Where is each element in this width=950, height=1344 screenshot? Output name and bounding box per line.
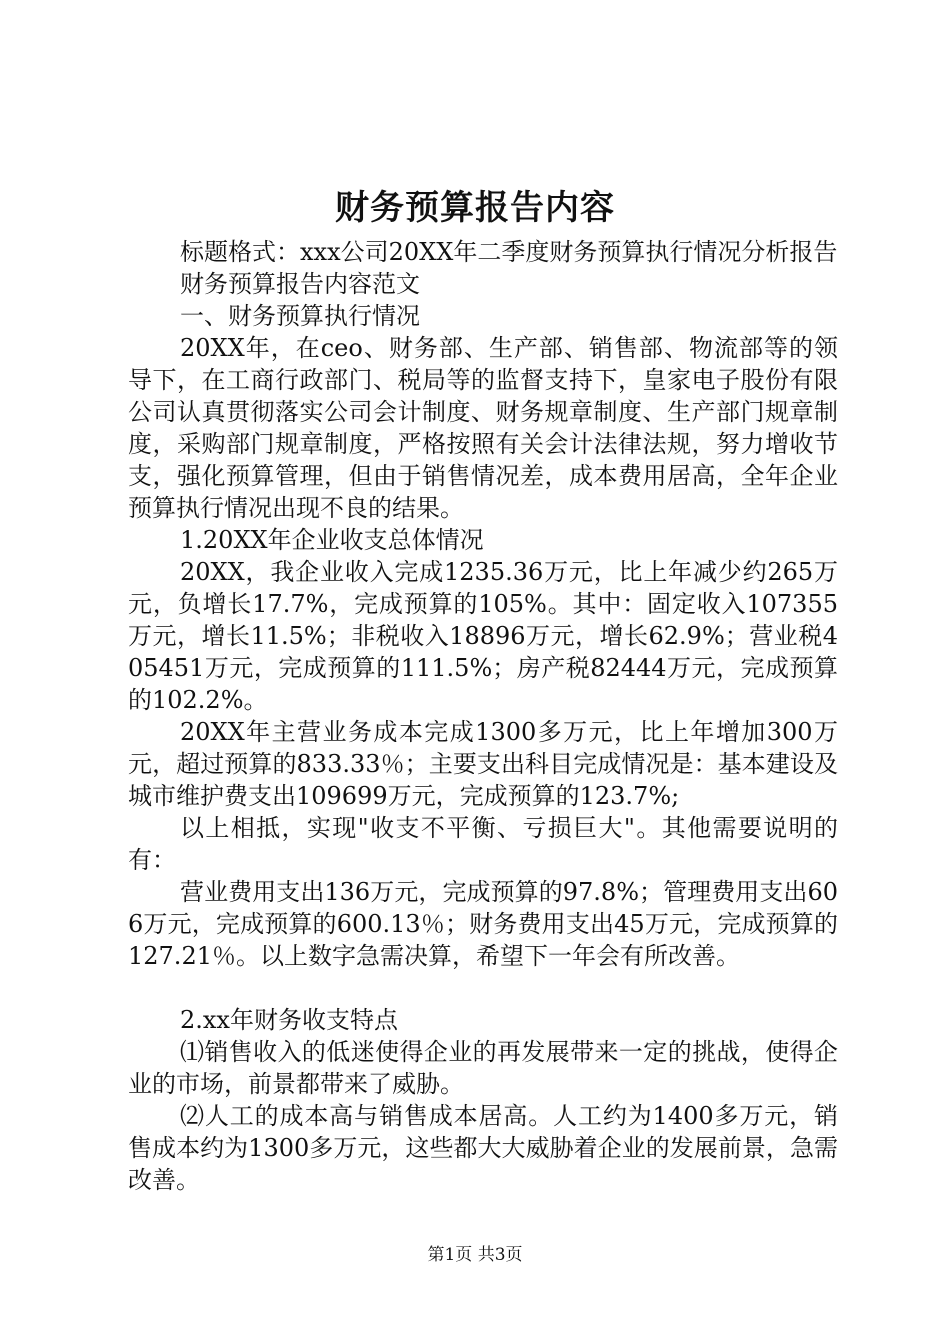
paragraph-summary: 以上相抵，实现"收支不平衡、亏损巨大"。其他需要说明的有： [128, 814, 838, 874]
subheading-income-expense: 1.20XX年企业收支总体情况 [180, 526, 484, 554]
page-footer: 第1页 共3页 [427, 1245, 523, 1265]
paragraph-sample-heading: 财务预算报告内容范文 [180, 270, 420, 298]
paragraph-overview: 20XX年，在ceo、财务部、生产部、销售部、物流部等的领导下，在工商行政部门、税局等的监督支持下，皇家电子股份有限公司认真贯彻落实公司会计制度、财务规章制度、生产部门规章制度，采购部门规章制度，严格按照有关会计法律法规，努力增收节支，强化预算管理，但由于销售情况差，成本费用居高，全年企业预算执行情况出现不良的结果。 [128, 334, 838, 522]
section-heading-budget-execution: 一、财务预算执行情况 [180, 302, 420, 330]
document-body [128, 236, 838, 1196]
paragraph-characteristic-1: ⑴销售收入的低迷使得企业的再发展带来一定的挑战，使得企业的市场，前景都带来了威胁。 [128, 1038, 838, 1098]
paragraph-title-format: 标题格式：xxx公司20XX年二季度财务预算执行情况分析报告 [180, 238, 838, 266]
paragraph-expenses: 营业费用支出136万元，完成预算的97.8%；管理费用支出606万元，完成预算的600.13％；财务费用支出45万元，完成预算的127.21％。以上数字急需决算，希望下一年会有所改善。 [128, 878, 838, 970]
paragraph-cost: 20XX年主营业务成本完成1300多万元，比上年增加300万元，超过预算的833.33％；主要支出科目完成情况是：基本建设及城市维护费支出109699万元，完成预算的123.7%; [128, 718, 838, 810]
paragraph-income: 20XX，我企业收入完成1235.36万元，比上年减少约265万元，负增长17.7%，完成预算的105%。其中：固定收入107355万元，增长11.5%；非税收入18896万元，增长62.9%；营业税405451万元，完成预算的111.5%；房产税82444万元，完成预算的102.2%。 [128, 558, 838, 714]
document-title: 财务预算报告内容 [335, 188, 615, 228]
paragraph-characteristic-2: ⑵人工的成本高与销售成本居高。人工约为1400多万元，销售成本约为1300多万元，这些都大大威胁着企业的发展前景，急需改善。 [128, 1102, 838, 1194]
subheading-characteristics: 2.xx年财务收支特点 [180, 1006, 398, 1034]
